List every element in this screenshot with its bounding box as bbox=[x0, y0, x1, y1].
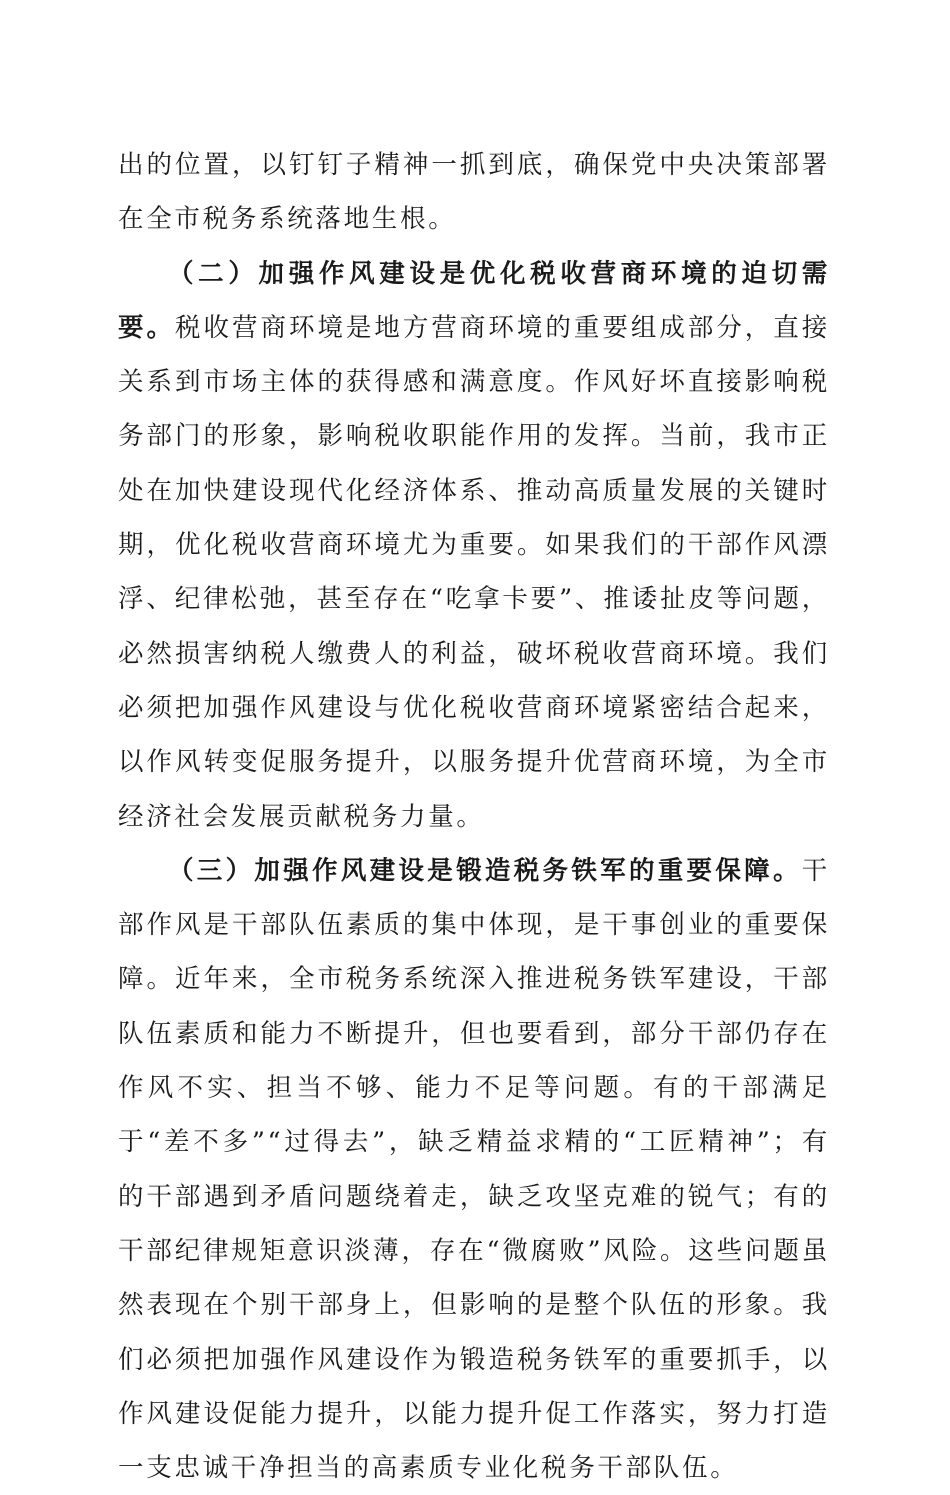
paragraph-section-2 bbox=[118, 247, 830, 844]
paragraph-continuation bbox=[118, 138, 830, 247]
paragraph-section-3 bbox=[118, 844, 830, 1495]
section-2-body: 税收营商环境是地方营商环境的重要组成部分，直接关系到市场主体的获得感和满意度。作风好坏直接影响税务部门的形象，影响税收职能作用的发挥。当前，我市正处在加快建设现代化经济体系、推动高质量发展的关键时期，优化税收营商环境尤为重要。如果我们的干部作风漂浮、纪律松弛，甚至存在“吃拿卡要”、推诿扯皮等问题，必然损害纳税人缴费人的利益，破坏税收营商环境。我们必须把加强作风建设与优化税收营商环境紧密结合起来，以作风转变促服务提升，以服务提升优营商环境，为全市经济社会发展贡献税务力量。 bbox=[118, 312, 830, 832]
section-2-heading: （二）加强作风建设是优化税收营商环境的迫切需要。 bbox=[118, 258, 830, 343]
section-3-body: 干部作风是干部队伍素质的集中体现，是干事创业的重要保障。近年来，全市税务系统深入推进税务铁军建设，干部队伍素质和能力不断提升，但也要看到，部分干部仍存在作风不实、担当不够、能力不足等问题。有的干部满足于“差不多”“过得去”，缺乏精益求精的“工匠精神”；有的干部遇到矛盾问题绕着走，缺乏攻坚克难的锐气；有的干部纪律规矩意识淡薄，存在“微腐败”风险。这些问题虽然表现在个别干部身上，但影响的是整个队伍的形象。我们必须把加强作风建设作为锻造税务铁军的重要抓手，以作风建设促能力提升，以能力提升促工作落实，努力打造一支忠诚干净担当的高素质专业化税务干部队伍。 bbox=[118, 855, 830, 1484]
paragraph-body: 出的位置，以钉钉子精神一抓到底，确保党中央决策部署在全市税务系统落地生根。 bbox=[118, 150, 830, 235]
document-body bbox=[118, 138, 830, 1495]
section-3-heading: （三）加强作风建设是锻造税务铁军的重要保障。 bbox=[168, 855, 802, 886]
